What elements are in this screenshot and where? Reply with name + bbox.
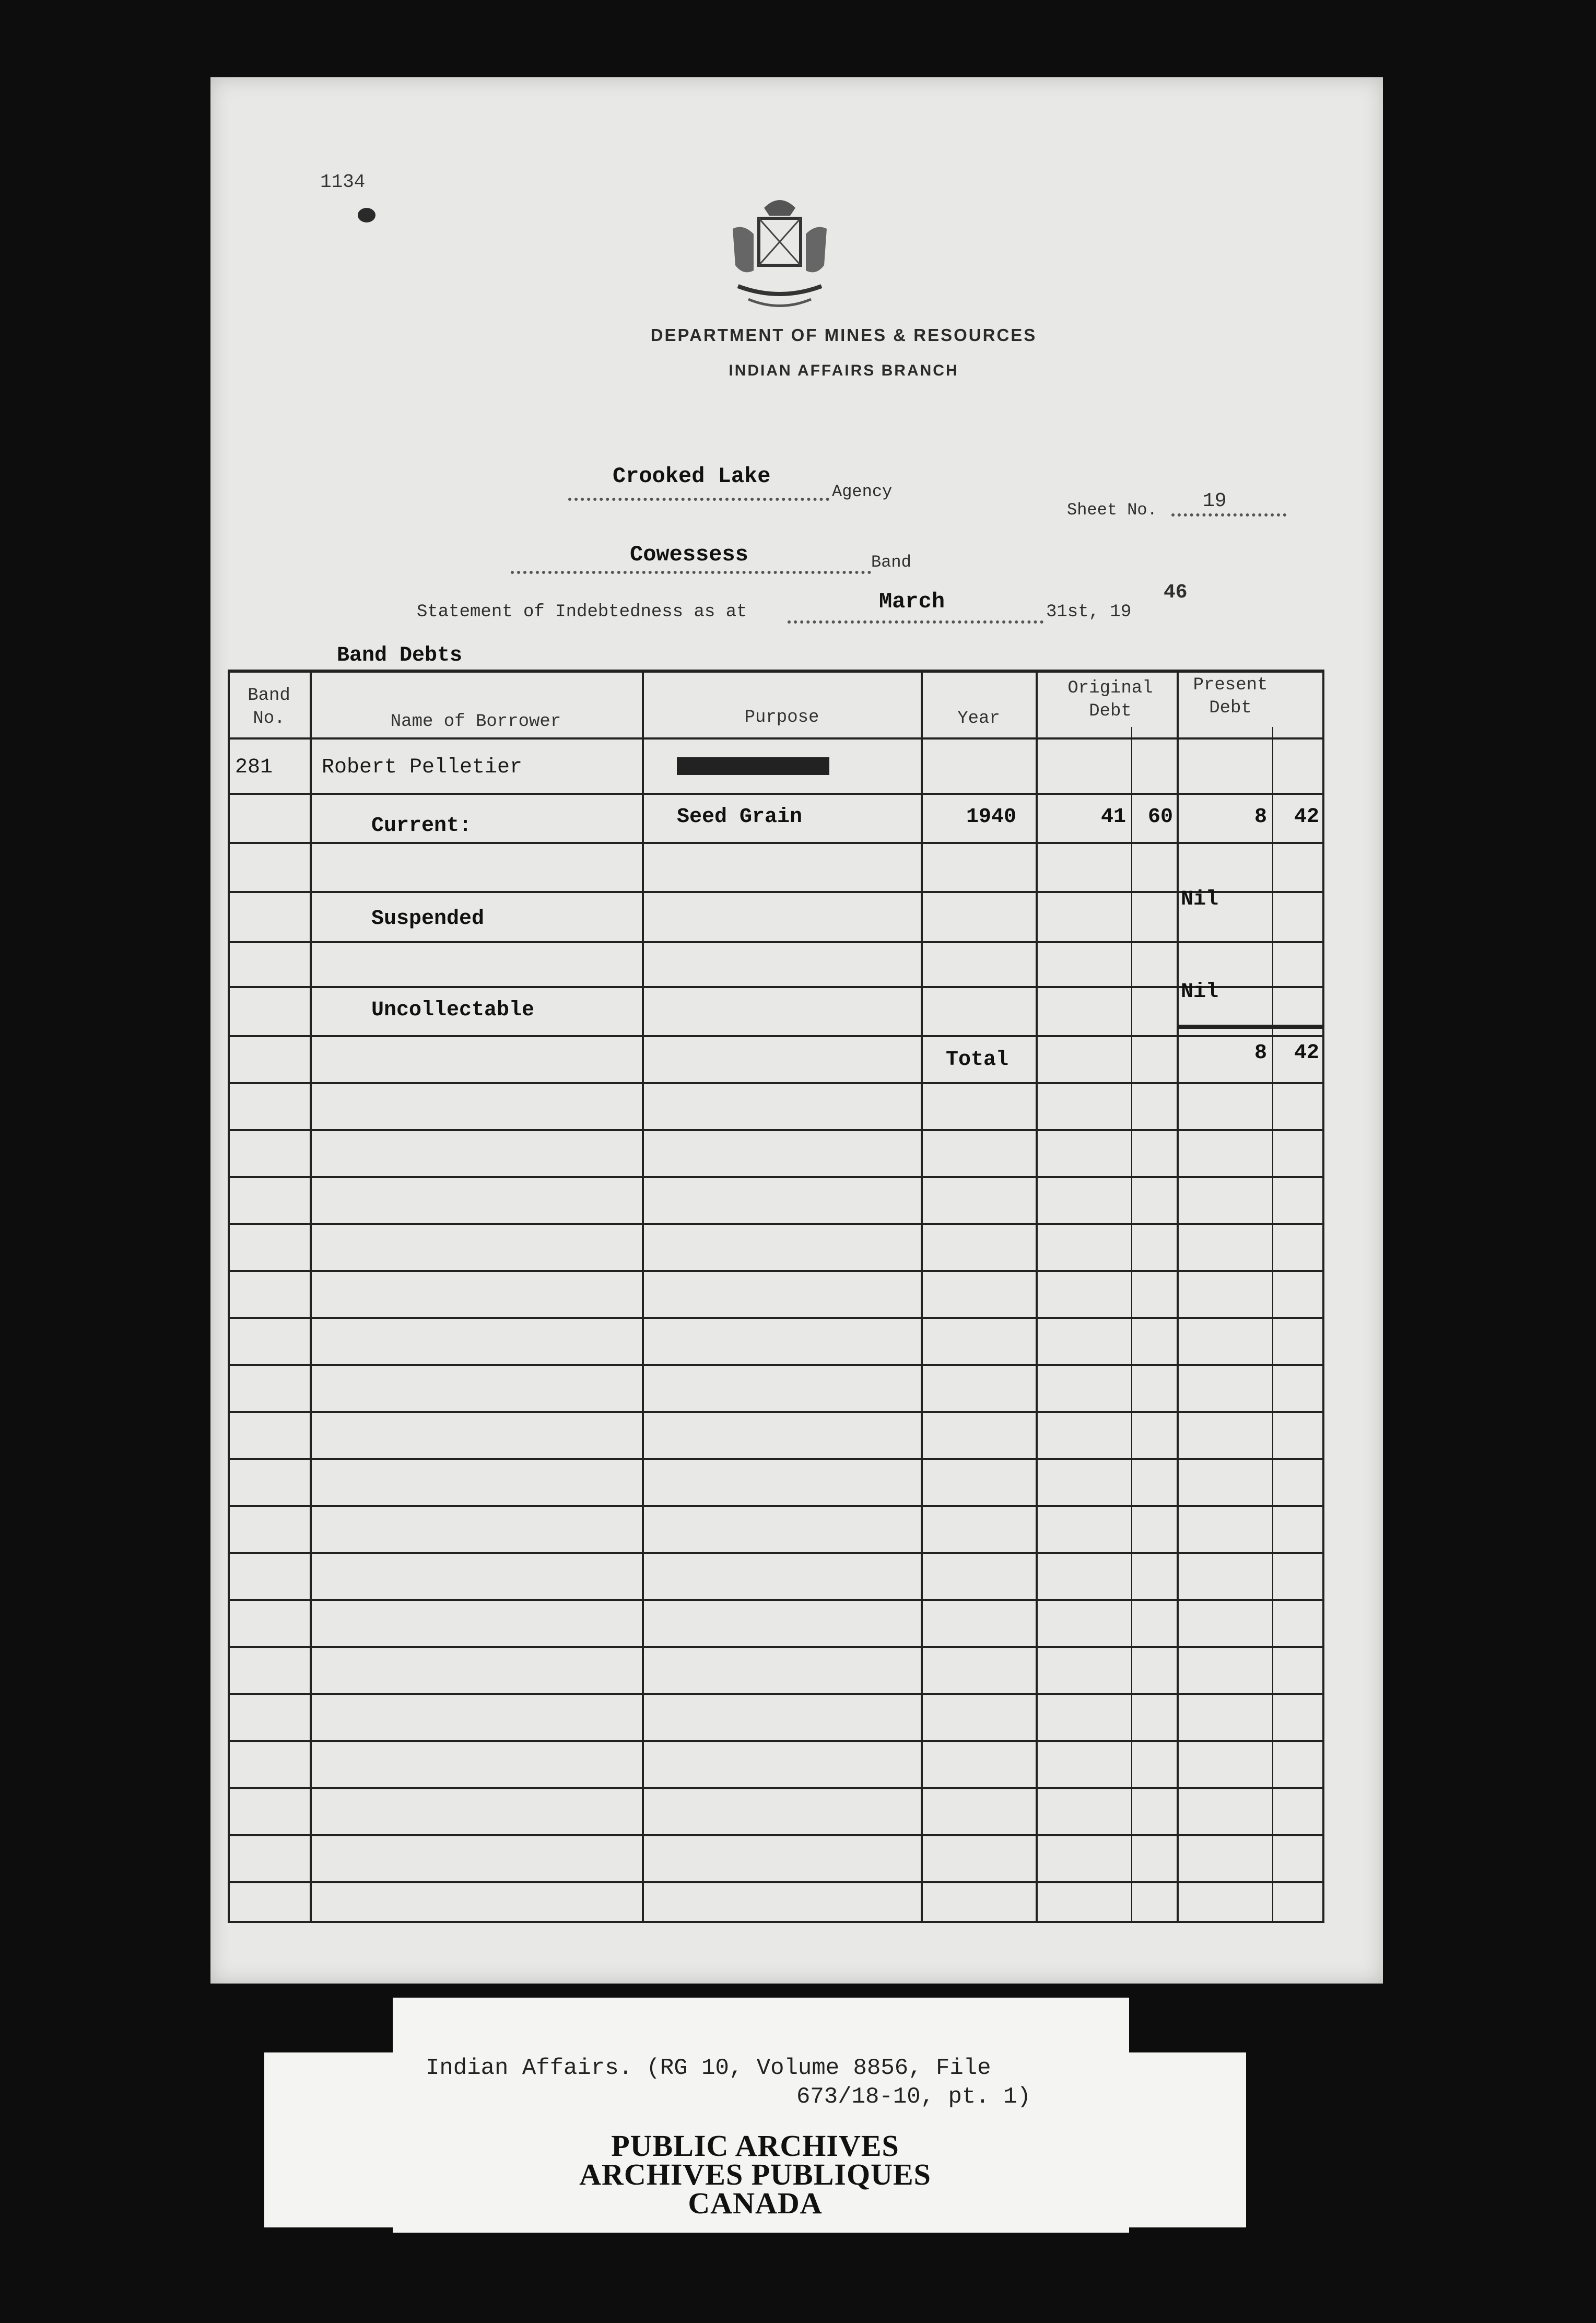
column-rule	[921, 670, 923, 1923]
debts-table	[228, 670, 1324, 1923]
row-rule	[228, 670, 1324, 673]
header-year: Year	[957, 709, 1000, 729]
section-title: Band Debts	[337, 644, 463, 667]
row-rule	[228, 1646, 1324, 1648]
cents-rule	[1131, 727, 1132, 1923]
original-dollars: 41	[1100, 805, 1126, 829]
row-rule	[228, 1787, 1324, 1789]
row-rule	[228, 1505, 1324, 1507]
uncollectable-value: Nil	[1181, 980, 1219, 1004]
day-value: 31st, 19	[1046, 602, 1132, 622]
agency-label: Agency	[832, 482, 893, 501]
row-rule	[228, 1129, 1324, 1131]
sheet-label: Sheet No.	[1067, 500, 1157, 520]
statement-label: Statement of Indebtedness as at	[417, 602, 747, 622]
original-cents: 60	[1147, 805, 1173, 829]
archive-stamp-line1: PUBLIC ARCHIVES	[611, 2129, 899, 2163]
row-rule	[228, 891, 1324, 893]
archive-reference-line2: 673/18-10, pt. 1)	[796, 2084, 1031, 2110]
redaction-bar	[677, 757, 829, 775]
year-value: 46	[1164, 581, 1188, 604]
band-label: Band	[871, 553, 911, 572]
present-dollars: 8	[1254, 805, 1267, 829]
row-rule	[228, 1458, 1324, 1460]
column-rule	[1036, 670, 1038, 1923]
row-rule	[228, 1270, 1324, 1272]
header-band-no: Band No.	[248, 686, 290, 729]
band-number: 281	[235, 756, 273, 779]
suspended-label: Suspended	[371, 907, 485, 931]
row-rule	[228, 1082, 1324, 1084]
band-dotted-line	[511, 571, 871, 574]
current-label: Current:	[371, 814, 472, 838]
column-rule	[1177, 670, 1179, 1923]
row-rule	[228, 737, 1324, 740]
agency-dotted-line	[568, 498, 829, 501]
row-rule	[228, 842, 1324, 844]
coat-of-arms-emblem	[722, 192, 837, 318]
department-heading: DEPARTMENT OF MINES & RESOURCES	[650, 325, 1037, 345]
total-rule	[1177, 1025, 1322, 1029]
row-rule	[228, 1035, 1324, 1037]
archive-stamp-line3: CANADA	[688, 2186, 823, 2220]
punch-hole	[358, 208, 375, 222]
row-rule	[228, 1364, 1324, 1366]
branch-heading: INDIAN AFFAIRS BRANCH	[729, 362, 959, 379]
row-rule	[228, 1411, 1324, 1413]
row-rule	[228, 1881, 1324, 1883]
uncollectable-label: Uncollectable	[371, 999, 535, 1022]
header-name: Name of Borrower	[390, 712, 561, 732]
column-rule	[228, 670, 230, 1923]
header-original-debt: Original Debt	[1067, 678, 1153, 721]
column-rule	[1322, 670, 1324, 1923]
total-cents: 42	[1294, 1041, 1319, 1065]
present-cents: 42	[1294, 805, 1319, 829]
archive-reference-line1: Indian Affairs. (RG 10, Volume 8856, File	[426, 2055, 991, 2081]
agency-value: Crooked Lake	[613, 464, 771, 489]
row-rule	[228, 1317, 1324, 1319]
row-rule	[228, 1176, 1324, 1178]
row-rule	[228, 1693, 1324, 1695]
date-dotted-line	[788, 620, 1043, 624]
month-value: March	[879, 589, 945, 614]
sheet-dotted-line	[1171, 513, 1286, 517]
borrower-name: Robert Pelletier	[322, 756, 523, 779]
cents-rule	[1272, 727, 1273, 1923]
row-rule	[228, 1599, 1324, 1601]
band-value: Cowessess	[630, 542, 748, 567]
page-number: 1134	[320, 171, 366, 193]
header-present-debt: Present Debt	[1193, 675, 1268, 718]
row-rule	[228, 1740, 1324, 1742]
column-rule	[642, 670, 644, 1923]
year-cell: 1940	[966, 805, 1016, 829]
row-rule	[228, 986, 1324, 988]
purpose-value: Seed Grain	[677, 805, 803, 829]
total-label: Total	[946, 1048, 1009, 1072]
archive-stamp-line2: ARCHIVES PUBLIQUES	[579, 2157, 931, 2191]
row-rule	[228, 941, 1324, 943]
sheet-value: 19	[1203, 490, 1227, 512]
row-rule	[228, 793, 1324, 795]
total-dollars: 8	[1254, 1041, 1267, 1065]
header-purpose: Purpose	[744, 708, 819, 728]
suspended-value: Nil	[1181, 888, 1219, 911]
row-rule	[228, 1223, 1324, 1225]
row-rule	[228, 1552, 1324, 1554]
row-rule	[228, 1921, 1324, 1923]
column-rule	[310, 670, 312, 1923]
row-rule	[228, 1834, 1324, 1836]
